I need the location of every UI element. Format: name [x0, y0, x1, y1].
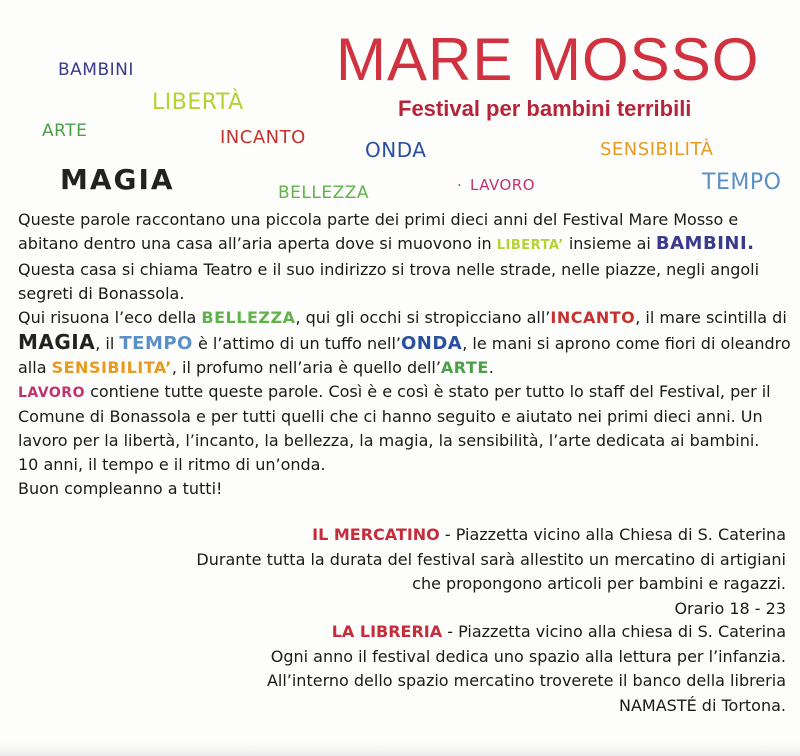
libreria-line-2: All’interno dello spazio mercatino troverete il banco della libreria: [266, 671, 786, 690]
libreria-line-3: NAMASTÉ di Tortona.: [619, 695, 786, 715]
text-span: , le mani si aprono come fiori di oleandro alla: [18, 334, 791, 377]
word-arte: ARTE: [42, 121, 88, 141]
word-tempo: TEMPO: [702, 170, 782, 195]
word-sensibilita: SENSIBILITÀ: [600, 139, 714, 160]
libreria-section: [267, 620, 786, 718]
text-span: .: [488, 358, 494, 377]
word-magia: MAGIA: [60, 163, 175, 196]
text-span: , il mare scintilla di: [635, 308, 787, 327]
word-tempo-inline: TEMPO: [119, 333, 193, 354]
word-liberta-inline: LIBERTA’: [496, 238, 564, 253]
text-span: è l’attimo di un tuffo nell’: [192, 334, 401, 353]
mercatino-heading-line: [196, 523, 786, 548]
paragraph-intro: [18, 208, 793, 306]
word-bellezza: BELLEZZA: [278, 183, 370, 203]
text-span: Questa casa si chiama Teatro e il suo indirizzo si trova nelle strade, nelle piazze, negli angoli segreti di Bonassola.: [18, 260, 760, 303]
word-incanto: INCANTO: [220, 127, 306, 148]
text-span: Queste parole raccontano una piccola parte dei primi dieci anni del Festival Mare Mosso e abitano dentro una casa all’aria aperta dove si muovono in: [18, 210, 739, 253]
page-bottom-edge: [0, 742, 800, 756]
word-lavoro-dot: .: [457, 172, 463, 190]
word-arte-inline: ARTE: [440, 358, 489, 377]
libreria-location: - Piazzetta vicino alla chiesa di S. Caterina: [442, 622, 786, 641]
mercatino-location: - Piazzetta vicino alla Chiesa di S. Caterina: [439, 525, 786, 544]
page-title: MARE MOSSO: [336, 26, 760, 93]
text-span: Qui risuona l’eco della: [18, 308, 202, 327]
page-subtitle: Festival per bambini terribili: [398, 96, 692, 121]
word-onda: ONDA: [365, 138, 427, 162]
mercatino-line-1: Durante tutta la durata del festival sarà allestito un mercatino di artigiani: [196, 549, 786, 569]
word-sensibilita-inline: SENSIBILITA’: [51, 358, 172, 377]
word-bambini: BAMBINI: [58, 60, 134, 80]
paragraph-lavoro: [18, 380, 793, 453]
mercatino-line-2: che propongono articoli per bambini e ragazzi.: [412, 574, 786, 593]
word-bambini-inline: BAMBINI.: [655, 233, 755, 254]
word-magia-inline: MAGIA: [18, 330, 96, 354]
word-bellezza-inline: BELLEZZA: [201, 308, 296, 327]
paragraph-auguri: Buon compleanno a tutti!: [18, 479, 223, 498]
mercatino-section: [196, 523, 786, 621]
word-liberta: LIBERTÀ: [152, 90, 244, 115]
body-text: [18, 208, 793, 501]
libreria-line-1: Ogni anno il festival dedica uno spazio alla lettura per l’infanzia.: [270, 646, 786, 666]
libreria-heading: LA LIBRERIA: [331, 622, 443, 641]
word-onda-inline: ONDA: [401, 333, 463, 354]
text-span: insieme ai: [563, 234, 656, 253]
libreria-heading-line: [267, 620, 786, 645]
text-span: contiene tutte queste parole. Così è e così è stato per tutto lo staff del Festival, per il Comune di Bonassola e per tutti quelli che ci hanno seguito e aiutato nei primi dieci anni. Un lavoro per la libertà, l’incanto, la bellezza, la magia, la sensibilità, l’arte dedicata ai bambini.: [18, 382, 771, 450]
mercatino-heading: IL MERCATINO: [312, 525, 440, 544]
word-incanto-inline: INCANTO: [550, 308, 636, 327]
word-lavoro: LAVORO: [470, 176, 536, 194]
mercatino-hours: Orario 18 - 23: [674, 598, 786, 618]
paragraph-eco: [18, 306, 793, 380]
text-span: , il profumo nell’aria è quello dell’: [171, 358, 441, 377]
paragraph-anni: 10 anni, il tempo e il ritmo di un’onda.: [18, 455, 326, 474]
text-span: , qui gli occhi si stropicciano all’: [295, 308, 551, 327]
text-span: , il: [95, 334, 120, 353]
word-lavoro-inline: LAVORO: [18, 385, 85, 401]
